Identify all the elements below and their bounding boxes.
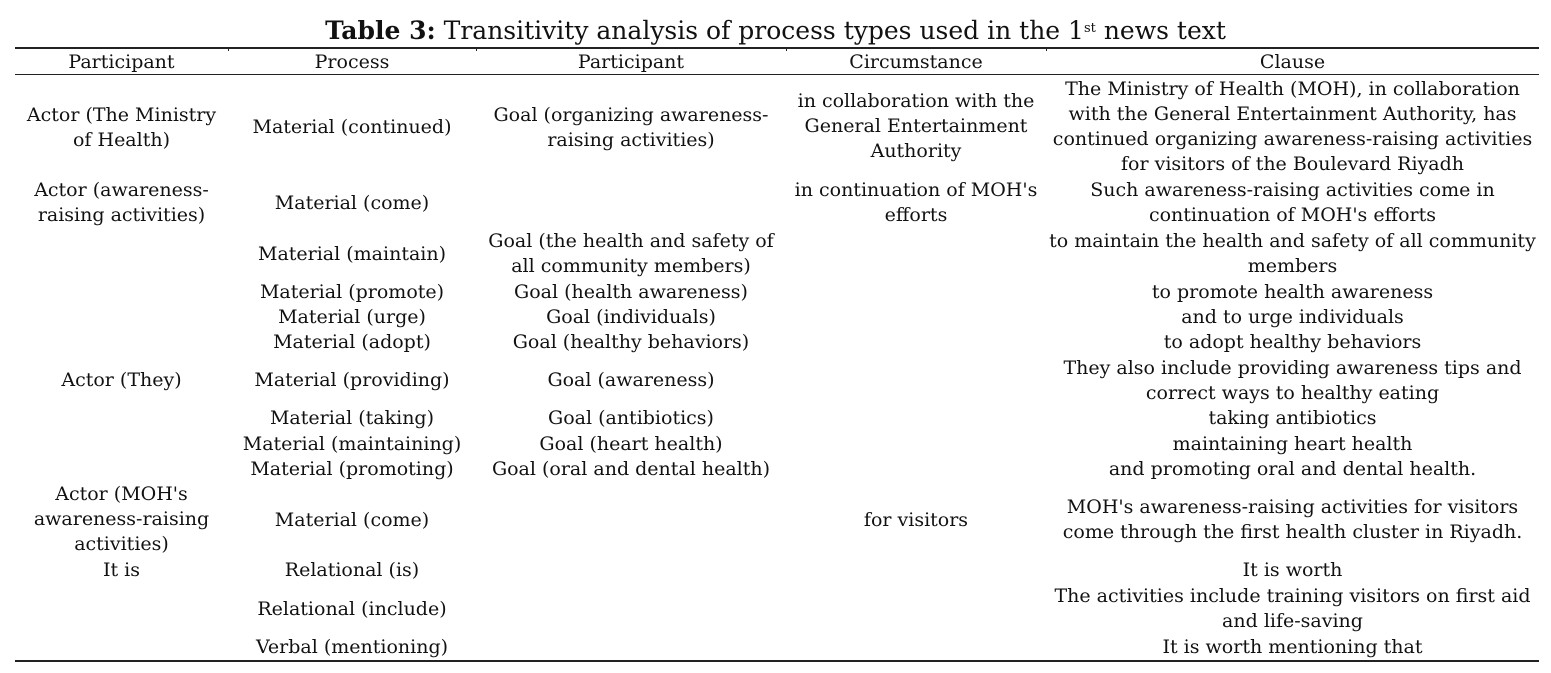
table-caption [0,16,1551,46]
cell-process: Material (come) [274,192,430,214]
cell-process: Verbal (mentioning) [255,636,449,658]
cell-clause: It is worth mentioning that [1162,636,1423,658]
cell-goal: Goal (the health and safety of all community members) [488,230,774,277]
cell-process: Relational (is) [284,559,420,581]
cell-process: Material (promoting) [250,458,454,480]
cell-clause: The Ministry of Health (MOH), in collaboration with the General Entertainment Authority, has continued organizing awareness-raising activities for visitors of the Boulevard Riyadh [1052,78,1533,175]
cell-goal: Goal (organizing awareness-raising activities) [493,104,769,151]
cell-goal: Goal (awareness) [547,369,715,391]
table-top-rule [15,47,1539,49]
cell-participant: Actor (They) [61,369,182,391]
cell-circumstance: for visitors [863,509,969,531]
cell-goal: Goal (oral and dental health) [491,458,771,480]
caption-label: Table 3: [325,16,436,45]
table-bottom-rule [15,660,1539,662]
cell-clause: maintaining heart health [1172,433,1413,455]
cell-process: Material (maintaining) [242,433,462,455]
cell-process: Material (come) [274,509,430,531]
cell-process: Material (continued) [252,116,452,138]
cell-clause: MOH's awareness-raising activities for visitors come through the first health cluster in Riyadh. [1062,496,1523,543]
cell-process: Material (adopt) [273,331,431,353]
cell-clause: and to urge individuals [1181,306,1404,328]
cell-clause: to adopt healthy behaviors [1163,331,1422,353]
cell-clause: Such awareness-raising activities come in continuation of MOH's efforts [1090,179,1495,226]
cell-clause: It is worth [1242,559,1343,581]
cell-goal: Goal (health awareness) [514,281,748,303]
cell-clause: to maintain the health and safety of all community members [1049,230,1536,277]
cell-participant: Actor (The Ministry of Health) [26,104,217,151]
header-participant-goal: Participant [577,51,685,73]
cell-process: Material (urge) [278,306,426,328]
cell-process: Material (promote) [259,281,445,303]
cell-clause: taking antibiotics [1208,407,1377,429]
cell-process: Material (taking) [269,407,435,429]
cell-clause: to promote health awareness [1151,281,1434,303]
cell-goal: Goal (healthy behaviors) [512,331,750,353]
header-clause: Clause [1259,51,1326,73]
cell-clause: The activities include training visitors on first aid and life-saving [1054,585,1531,632]
cell-clause: They also include providing awareness tips and correct ways to healthy eating [1063,357,1522,404]
header-process: Process [314,51,390,73]
cell-clause: and promoting oral and dental health. [1108,458,1477,480]
cell-participant: It is [102,559,140,581]
caption-text-end: news text [1103,16,1226,45]
caption-text: Transitivity analysis of process types used in the 1 [443,16,1084,45]
cell-process: Material (maintain) [257,243,447,265]
cell-participant: Actor (MOH's awareness-raising activities) [33,483,210,555]
caption-superscript: st [1083,21,1096,36]
header-participant: Participant [68,51,175,73]
cell-process: Relational (include) [257,598,447,620]
cell-process: Material (providing) [254,369,450,391]
cell-circumstance: in collaboration with the General Entertainment Authority [797,90,1035,162]
cell-participant: Actor (awareness-raising activities) [34,179,209,226]
header-circumstance: Circumstance [849,51,983,73]
cell-goal: Goal (antibiotics) [548,407,714,429]
cell-goal: Goal (individuals) [546,306,716,328]
cell-goal: Goal (heart health) [539,433,723,455]
cell-circumstance: in continuation of MOH's efforts [794,179,1038,226]
